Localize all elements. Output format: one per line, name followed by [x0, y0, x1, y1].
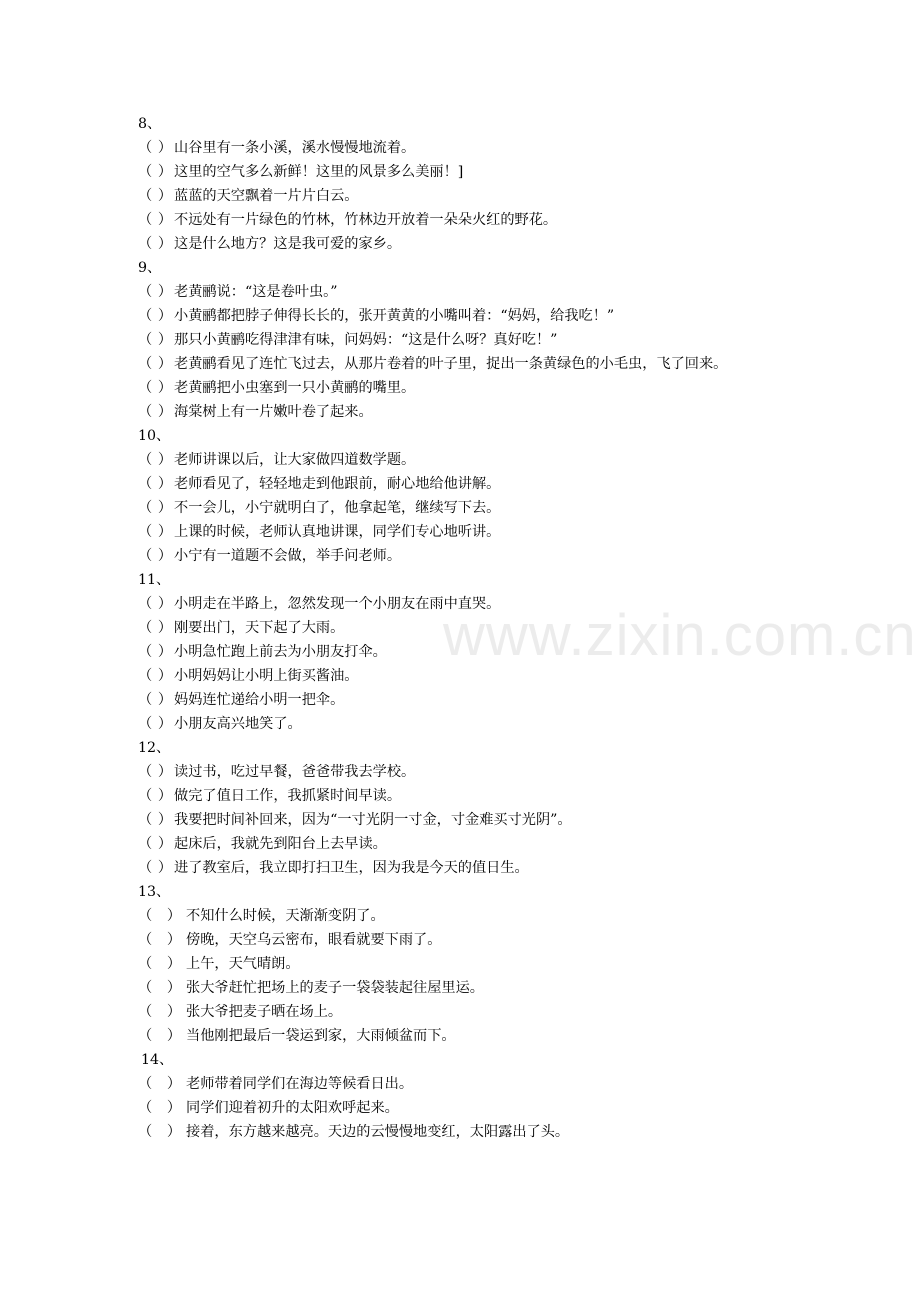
answer-bracket-close: ） — [157, 764, 173, 780]
answer-bracket-close: ） — [157, 836, 173, 852]
sentence-text: 老师讲课以后，让大家做四道数学题。 — [174, 452, 416, 468]
answer-bracket-open: （ — [138, 1124, 153, 1140]
sentence-text: 小黄鹂都把脖子伸得长长的，张开黄黄的小嘴叫着：“妈妈，给我吃！” — [174, 308, 615, 324]
sentence-text: 这是什么地方？这是我可爱的家乡。 — [174, 236, 402, 252]
sentence-text: 山谷里有一条小溪，溪水慢慢地流着。 — [174, 140, 416, 156]
sentence-text: 读过书，吃过早餐，爸爸带我去学校。 — [174, 764, 416, 780]
answer-bracket-open: （ — [138, 308, 153, 324]
answer-bracket-open: （ — [138, 164, 153, 180]
answer-bracket-open: （ — [138, 188, 153, 204]
sentence-item — [138, 520, 788, 544]
answer-bracket-open: （ — [138, 548, 153, 564]
answer-bracket-open: （ — [138, 524, 153, 540]
answer-bracket-close: ） — [166, 1124, 182, 1140]
sentence-text: 小明急忙跑上前去为小朋友打伞。 — [174, 644, 387, 660]
answer-bracket-open: （ — [138, 956, 153, 972]
sentence-text: 张大爷把麦子晒在场上。 — [186, 1004, 343, 1020]
sentence-text: 不一会儿，小宁就明白了，他拿起笔，继续写下去。 — [174, 500, 501, 516]
answer-bracket-close: ） — [157, 356, 173, 372]
answer-bracket-close: ） — [157, 812, 173, 828]
answer-bracket-open: （ — [138, 452, 153, 468]
answer-bracket-open: （ — [138, 644, 153, 660]
sentence-text: 老黄鹂看见了连忙飞过去，从那片卷着的叶子里，捉出一条黄绿色的小毛虫，飞了回来。 — [174, 356, 728, 372]
sentence-text: 老师带着同学们在海边等候看日出。 — [186, 1076, 414, 1092]
answer-bracket-open: （ — [138, 476, 153, 492]
sentence-text: 小明妈妈让小明上街买酱油。 — [174, 668, 359, 684]
sentence-text: 张大爷赶忙把场上的麦子一袋袋装起往屋里运。 — [186, 980, 484, 996]
answer-bracket-open: （ — [138, 500, 153, 516]
answer-bracket-open: （ — [138, 404, 153, 420]
sentence-item — [138, 1120, 788, 1144]
answer-bracket-close: ） — [157, 860, 173, 876]
sentence-item — [138, 952, 788, 976]
answer-bracket-close: ） — [157, 596, 173, 612]
answer-bracket-close: ） — [166, 1100, 182, 1116]
answer-bracket-open: （ — [138, 668, 153, 684]
answer-bracket-close: ） — [157, 308, 173, 324]
answer-bracket-open: （ — [138, 836, 153, 852]
sentence-item — [138, 856, 788, 880]
document-body — [138, 112, 788, 1144]
sentence-item — [138, 688, 788, 712]
sentence-text: 当他刚把最后一袋运到家，大雨倾盆而下。 — [186, 1028, 456, 1044]
sentence-item — [138, 448, 788, 472]
answer-bracket-close: ） — [166, 1004, 182, 1020]
answer-bracket-close: ） — [157, 644, 173, 660]
answer-bracket-close: ） — [157, 212, 173, 228]
sentence-item — [138, 208, 788, 232]
question-number: 11、 — [138, 572, 171, 588]
sentence-item — [138, 1072, 788, 1096]
sentence-item — [138, 808, 788, 832]
sentence-item — [138, 184, 788, 208]
answer-bracket-close: ） — [157, 620, 173, 636]
sentence-item — [138, 592, 788, 616]
answer-bracket-close: ） — [166, 1076, 182, 1092]
answer-bracket-open: （ — [138, 140, 153, 156]
sentence-item — [138, 304, 788, 328]
answer-bracket-open: （ — [138, 764, 153, 780]
answer-bracket-close: ） — [166, 908, 182, 924]
sentence-item — [138, 784, 788, 808]
answer-bracket-close: ） — [157, 668, 173, 684]
sentence-text: 海棠树上有一片嫩叶卷了起来。 — [174, 404, 373, 420]
sentence-text: 老黄鹂把小虫塞到一只小黄鹂的嘴里。 — [174, 380, 416, 396]
answer-bracket-open: （ — [138, 620, 153, 636]
answer-bracket-close: ） — [166, 1028, 182, 1044]
answer-bracket-open: （ — [138, 788, 153, 804]
sentence-text: 蓝蓝的天空飘着一片片白云。 — [174, 188, 359, 204]
answer-bracket-open: （ — [138, 1076, 153, 1092]
answer-bracket-open: （ — [138, 1028, 153, 1044]
answer-bracket-close: ） — [157, 716, 173, 732]
sentence-item — [138, 1096, 788, 1120]
sentence-item — [138, 832, 788, 856]
answer-bracket-close: ） — [157, 548, 173, 564]
sentence-item — [138, 160, 788, 184]
answer-bracket-close: ） — [157, 188, 173, 204]
sentence-text: 起床后，我就先到阳台上去早读。 — [174, 836, 387, 852]
sentence-text: 进了教室后，我立即打扫卫生，因为我是今天的值日生。 — [174, 860, 529, 876]
sentence-text: 老师看见了，轻轻地走到他跟前，耐心地给他讲解。 — [174, 476, 501, 492]
question-number: 12、 — [138, 740, 171, 756]
answer-bracket-close: ） — [157, 164, 173, 180]
answer-bracket-open: （ — [138, 932, 153, 948]
answer-bracket-close: ） — [157, 452, 173, 468]
sentence-text: 傍晚，天空乌云密布，眼看就要下雨了。 — [186, 932, 442, 948]
sentence-text: 刚要出门，天下起了大雨。 — [174, 620, 345, 636]
sentence-item — [138, 664, 788, 688]
sentence-text: 做完了值日工作，我抓紧时间早读。 — [174, 788, 402, 804]
sentence-text: 小宁有一道题不会做，举手问老师。 — [174, 548, 402, 564]
answer-bracket-open: （ — [138, 284, 153, 300]
sentence-item — [138, 1024, 788, 1048]
sentence-text: 老黄鹂说：“这是卷叶虫。” — [174, 284, 338, 300]
sentence-item — [138, 376, 788, 400]
sentence-item — [138, 1000, 788, 1024]
answer-bracket-open: （ — [138, 236, 153, 252]
question-number: 9、 — [138, 260, 162, 276]
answer-bracket-close: ） — [166, 932, 182, 948]
answer-bracket-open: （ — [138, 212, 153, 228]
answer-bracket-close: ） — [166, 980, 182, 996]
answer-bracket-open: （ — [138, 692, 153, 708]
sentence-item — [138, 976, 788, 1000]
answer-bracket-close: ） — [157, 692, 173, 708]
sentence-item — [138, 400, 788, 424]
answer-bracket-open: （ — [138, 860, 153, 876]
sentence-text: 同学们迎着初升的太阳欢呼起来。 — [186, 1100, 399, 1116]
sentence-text: 接着，东方越来越亮。天边的云慢慢地变红，太阳露出了头。 — [186, 1124, 570, 1140]
sentence-item — [138, 544, 788, 568]
sentence-item — [138, 328, 788, 352]
answer-bracket-close: ） — [157, 332, 173, 348]
sentence-item — [138, 136, 788, 160]
answer-bracket-close: ） — [166, 956, 182, 972]
answer-bracket-close: ） — [157, 500, 173, 516]
answer-bracket-open: （ — [138, 332, 153, 348]
watermark: www.zixin.com.cn — [443, 603, 917, 668]
sentence-item — [138, 760, 788, 784]
answer-bracket-open: （ — [138, 980, 153, 996]
sentence-text: 上课的时候，老师认真地讲课，同学们专心地听讲。 — [174, 524, 501, 540]
sentence-item — [138, 472, 788, 496]
answer-bracket-open: （ — [138, 356, 153, 372]
sentence-text: 这里的空气多么新鲜！这里的风景多么美丽！] — [174, 164, 464, 180]
answer-bracket-close: ） — [157, 236, 173, 252]
answer-bracket-open: （ — [138, 716, 153, 732]
sentence-item — [138, 280, 788, 304]
sentence-item — [138, 928, 788, 952]
sentence-text: 小明走在半路上，忽然发现一个小朋友在雨中直哭。 — [174, 596, 501, 612]
sentence-text: 上午，天气晴朗。 — [186, 956, 300, 972]
answer-bracket-open: （ — [138, 596, 153, 612]
sentence-text: 小朋友高兴地笑了。 — [174, 716, 302, 732]
answer-bracket-close: ） — [157, 524, 173, 540]
sentence-text: 妈妈连忙递给小明一把伞。 — [174, 692, 345, 708]
sentence-item — [138, 496, 788, 520]
sentence-item — [138, 712, 788, 736]
sentence-text: 那只小黄鹂吃得津津有味，问妈妈：“这是什么呀？真好吃！” — [174, 332, 558, 348]
question-number: 8、 — [138, 116, 162, 132]
answer-bracket-close: ） — [157, 788, 173, 804]
question-number: 13、 — [138, 884, 171, 900]
sentence-text: 不知什么时候，天渐渐变阴了。 — [186, 908, 385, 924]
sentence-item — [138, 640, 788, 664]
sentence-item — [138, 232, 788, 256]
sentence-text: 我要把时间补回来，因为“一寸光阴一寸金，寸金难买寸光阴”。 — [174, 812, 572, 828]
answer-bracket-open: （ — [138, 1004, 153, 1020]
answer-bracket-open: （ — [138, 1100, 153, 1116]
question-number: 14、 — [141, 1052, 174, 1068]
answer-bracket-open: （ — [138, 908, 153, 924]
answer-bracket-close: ） — [157, 404, 173, 420]
answer-bracket-close: ） — [157, 140, 173, 156]
question-number: 10、 — [138, 428, 171, 444]
answer-bracket-open: （ — [138, 380, 153, 396]
answer-bracket-close: ） — [157, 284, 173, 300]
sentence-item — [138, 904, 788, 928]
sentence-text: 不远处有一片绿色的竹林，竹林边开放着一朵朵火红的野花。 — [174, 212, 558, 228]
sentence-item — [138, 616, 788, 640]
answer-bracket-open: （ — [138, 812, 153, 828]
sentence-item — [138, 352, 788, 376]
answer-bracket-close: ） — [157, 380, 173, 396]
answer-bracket-close: ） — [157, 476, 173, 492]
